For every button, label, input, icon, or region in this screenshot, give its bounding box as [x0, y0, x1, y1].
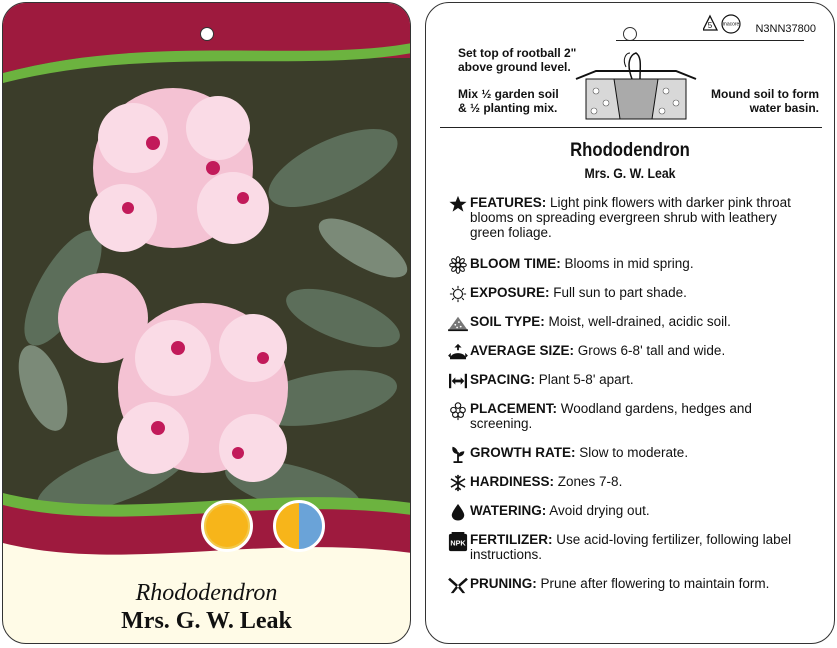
care-row-pruning: PRUNING: Prune after flowering to maintain form. — [446, 576, 816, 598]
care-row-bloom-time: BLOOM TIME: Blooms in mid spring. — [446, 256, 816, 278]
svg-text:5: 5 — [707, 21, 713, 30]
plant-photo — [3, 58, 411, 523]
care-row-soil-type: SOIL TYPE: Moist, well-drained, acidic soil. — [446, 314, 816, 336]
product-code: N3NN37800 — [755, 23, 816, 35]
water-basin-label: Mound soil to form water basin. — [711, 87, 819, 115]
care-row-average-size: AVERAGE SIZE: Grows 6-8' tall and wide. — [446, 343, 816, 365]
back-tag — [425, 2, 835, 644]
front-plant-name: Rhododendron — [135, 580, 278, 606]
npk-icon — [448, 532, 468, 552]
back-cultivar-name: Mrs. G. W. Leak — [584, 165, 676, 181]
star-icon — [449, 195, 467, 213]
back-plant-name: Rhododendron — [570, 140, 690, 161]
svg-text:macore: macore — [722, 21, 740, 28]
flower-icon — [449, 256, 467, 274]
svg-text:NPK: NPK — [450, 538, 466, 548]
front-header-wave — [3, 3, 411, 93]
care-row-fertilizer: NPK FERTILIZER: Use acid-loving fertilizer, following label instructions. — [446, 532, 816, 562]
size-icon — [448, 343, 468, 361]
hang-hole — [200, 27, 214, 41]
diagram-rule — [440, 127, 822, 128]
water-drop-icon — [450, 503, 466, 521]
rootball-label: Set top of rootball 2" above ground level. — [458, 46, 577, 74]
placement-icon — [448, 401, 468, 421]
sun-icon — [449, 285, 467, 303]
recycle-icon — [703, 13, 745, 37]
soil-icon — [448, 314, 468, 332]
care-row-exposure: EXPOSURE: Full sun to part shade. — [446, 285, 816, 307]
front-tag — [2, 2, 411, 644]
growth-icon — [449, 445, 467, 463]
care-row-growth-rate: GROWTH RATE: Slow to moderate. — [446, 445, 816, 467]
hang-hole — [623, 27, 637, 41]
front-cultivar-name: Mrs. G. W. Leak — [121, 608, 292, 634]
snowflake-icon — [449, 474, 467, 492]
care-row-watering: WATERING: Avoid drying out. — [446, 503, 816, 525]
care-row-placement: PLACEMENT: Woodland gardens, hedges and screening. — [446, 401, 816, 431]
top-rule — [616, 40, 804, 41]
care-row-features: FEATURES: Light pink flowers with darker pink throat blooms on spreading evergreen shrub with leathery green foliage. — [446, 195, 816, 240]
soil-mix-label: Mix ½ garden soil & ½ planting mix. — [458, 87, 559, 115]
care-row-spacing: SPACING: Plant 5-8' apart. — [446, 372, 816, 394]
planting-diagram-icon — [566, 43, 706, 123]
spacing-icon — [448, 372, 468, 390]
part-shade-swatch-icon — [273, 500, 325, 552]
pruner-icon — [448, 576, 468, 594]
care-row-hardiness: HARDINESS: Zones 7-8. — [446, 474, 816, 496]
full-sun-swatch-icon — [201, 500, 253, 552]
